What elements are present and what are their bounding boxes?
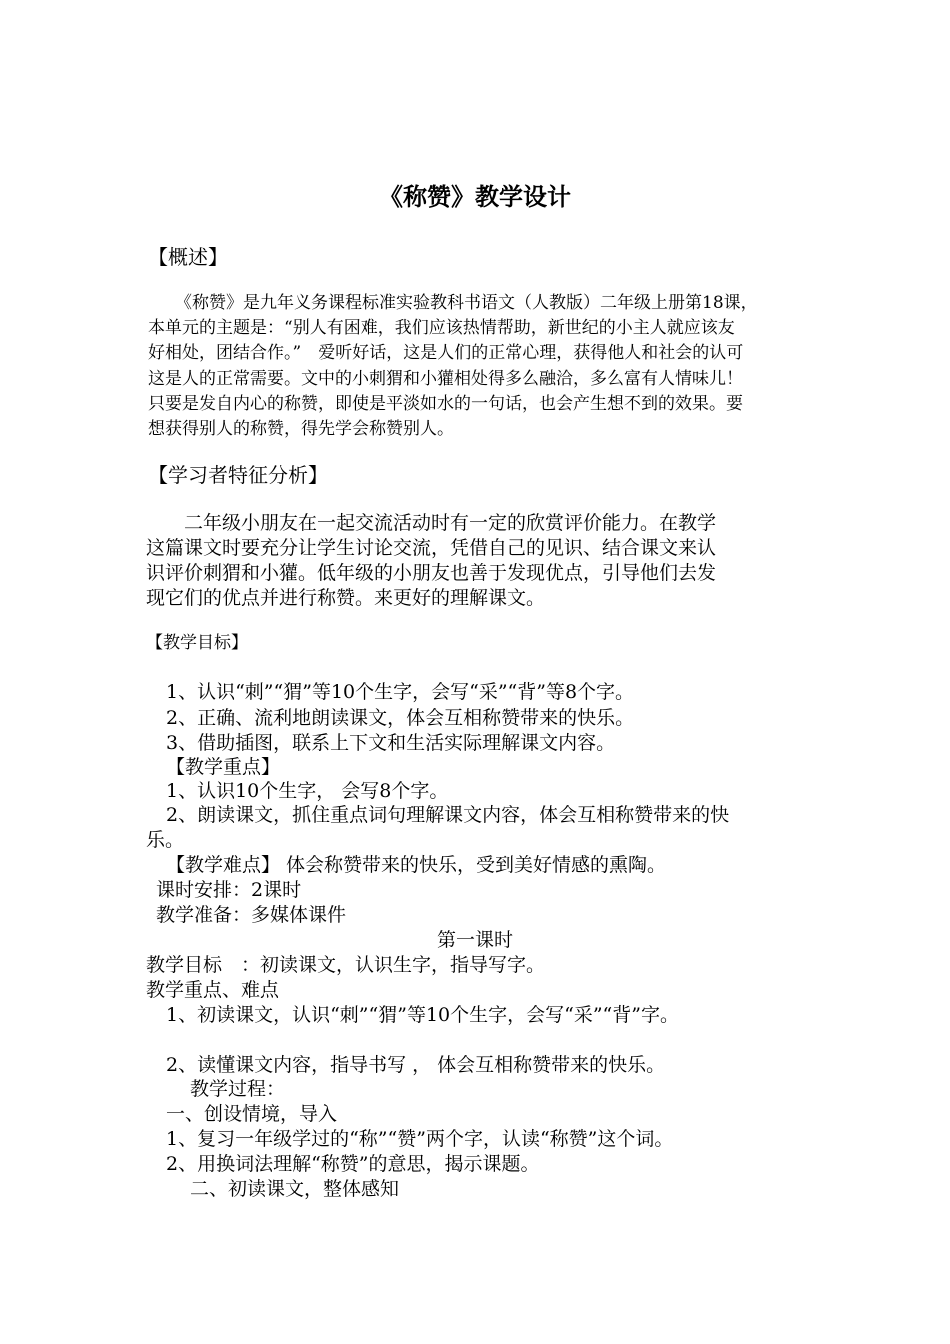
learner-line: 二年级小朋友在一起交流活动时有一定的欣赏评价能力。在教学: [184, 512, 717, 534]
goals-heading: 【教学目标】: [146, 633, 248, 653]
overview-line: 《称赞》是九年义务课程标准实验教科书语文（人教版）二年级上册第18课，: [175, 293, 758, 313]
overview-heading: 【概述】: [148, 245, 228, 269]
focus-heading: 【教学重点】: [166, 756, 281, 778]
overview-line: 只要是发自内心的称赞，即使是平淡如水的一句话，也会产生想不到的效果。要: [148, 394, 743, 414]
overview-line: 想获得别人的称赞，得先学会称赞别人。: [148, 419, 454, 439]
overview-line: 好相处，团结合作。” 爱听好话，这是人们的正常心理，获得他人和社会的认可: [148, 343, 744, 363]
process-step: 1、复习一年级学过的“称”“赞”两个字，认读“称赞”这个词。: [166, 1128, 674, 1150]
lesson-key-item: 2、读懂课文内容，指导书写 ， 体会互相称赞带来的快乐。: [166, 1054, 666, 1076]
process-heading: 教学过程：: [190, 1078, 286, 1100]
lesson-goal: 教学目标 ：初读课文，认识生字，指导写字。: [146, 954, 546, 976]
lesson-key-item: 1、初读课文，认识“刺”“猬”等10个生字，会写“采”“背”字。: [166, 1004, 679, 1026]
goal-item: 1、认识“刺”“猬”等10个生字，会写“采”“背”等8个字。: [166, 681, 635, 703]
schedule-line: 课时安排：2课时: [156, 879, 302, 901]
difficulty-line: 【教学难点】 体会称赞带来的快乐，受到美好情感的熏陶。: [166, 854, 667, 876]
preparation-line: 教学准备：多媒体课件: [156, 904, 347, 926]
focus-item: 乐。: [146, 829, 185, 851]
learner-heading: 【学习者特征分析】: [148, 463, 328, 487]
goal-item: 2、正确、流利地朗读课文，体会互相称赞带来的快乐。: [166, 707, 635, 729]
learner-line: 识评价刺猬和小獾。低年级的小朋友也善于发现优点，引导他们去发: [146, 562, 717, 584]
process-step: 二、初读课文，整体感知: [190, 1178, 400, 1200]
focus-item: 2、朗读课文，抓住重点词句理解课文内容，体会互相称赞带来的快: [166, 804, 730, 826]
learner-line: 这篇课文时要充分让学生讨论交流，凭借自己的见识、结合课文来认: [146, 537, 717, 559]
lesson-title: 第一课时: [436, 929, 513, 951]
overview-line: 这是人的正常需要。文中的小刺猬和小獾相处得多么融洽，多么富有人情味儿！: [148, 369, 743, 389]
process-step: 2、用换词法理解“称赞”的意思，揭示课题。: [166, 1153, 540, 1175]
learner-line: 现它们的优点并进行称赞。来更好的理解课文。: [146, 587, 546, 609]
focus-item: 1、认识10个生字， 会写8个字。: [166, 780, 449, 802]
goal-item: 3、借助插图，联系上下文和生活实际理解课文内容。: [166, 732, 616, 754]
process-step: 一、创设情境，导入: [166, 1103, 338, 1125]
overview-line: 本单元的主题是：“别人有困难，我们应该热情帮助，新世纪的小主人就应该友: [148, 318, 735, 338]
document-title: 《称赞》教学设计: [379, 182, 571, 211]
lesson-key-heading: 教学重点、难点: [146, 979, 280, 1001]
